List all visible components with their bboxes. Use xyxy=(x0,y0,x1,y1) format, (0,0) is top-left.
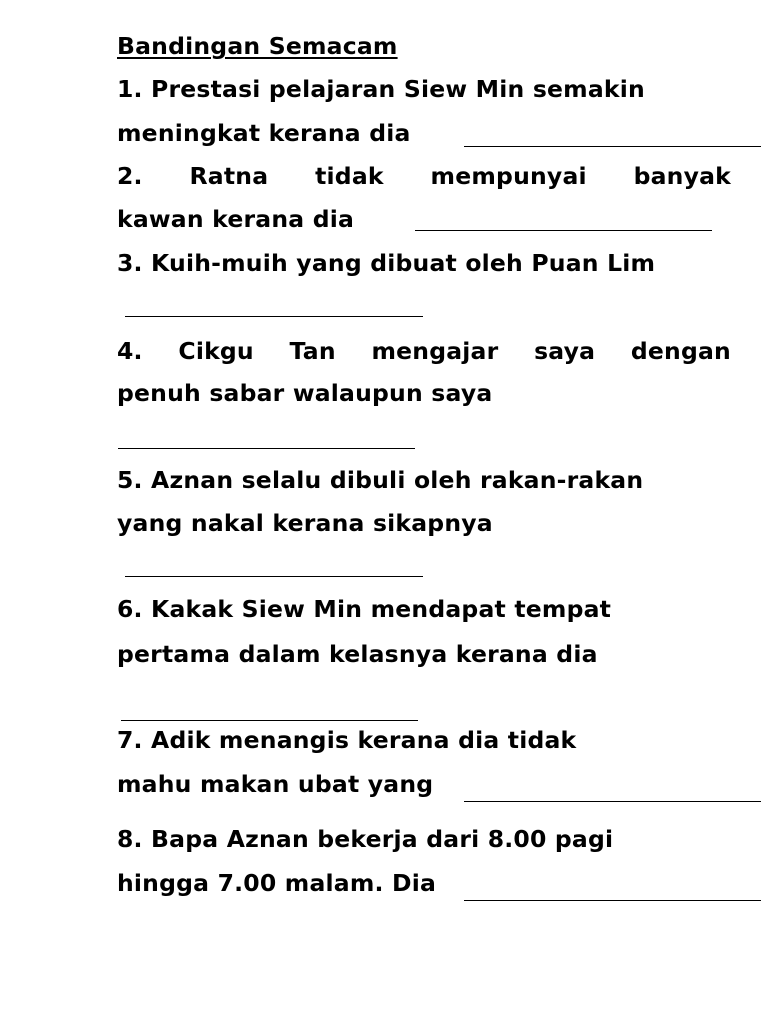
page-title: Bandingan Semacam xyxy=(117,32,398,60)
answer-blank-6[interactable] xyxy=(121,720,418,721)
answer-blank-5[interactable] xyxy=(125,576,423,577)
answer-blank-3[interactable] xyxy=(125,316,423,317)
question-6-line-1: 6. Kakak Siew Min mendapat tempat xyxy=(117,595,612,623)
answer-blank-4[interactable] xyxy=(118,448,415,449)
question-1-line-2: meningkat kerana dia xyxy=(117,119,411,147)
answer-blank-7[interactable] xyxy=(464,801,761,802)
question-5-line-1: 5. Aznan selalu dibuli oleh rakan-rakan xyxy=(117,466,644,494)
question-4-line-2: penuh sabar walaupun saya xyxy=(117,379,493,407)
question-7-line-2: mahu makan ubat yang xyxy=(117,770,434,798)
question-7-line-1: 7. Adik menangis kerana dia tidak xyxy=(117,726,577,754)
question-4-line-1: 4. Cikgu Tan mengajar saya dengan xyxy=(117,337,731,365)
question-8-line-1: 8. Bapa Aznan bekerja dari 8.00 pagi xyxy=(117,825,614,853)
answer-blank-2[interactable] xyxy=(415,230,712,231)
question-1-line-1: 1. Prestasi pelajaran Siew Min semakin xyxy=(117,75,645,103)
answer-blank-8[interactable] xyxy=(464,900,761,901)
question-2-line-2: kawan kerana dia xyxy=(117,205,355,233)
answer-blank-1[interactable] xyxy=(464,146,761,147)
question-8-line-2: hingga 7.00 malam. Dia xyxy=(117,869,437,897)
question-6-line-2: pertama dalam kelasnya kerana dia xyxy=(117,640,598,668)
question-2-line-1: 2. Ratna tidak mempunyai banyak xyxy=(117,162,731,190)
question-5-line-2: yang nakal kerana sikapnya xyxy=(117,509,493,537)
question-3-line-1: 3. Kuih-muih yang dibuat oleh Puan Lim xyxy=(117,249,656,277)
